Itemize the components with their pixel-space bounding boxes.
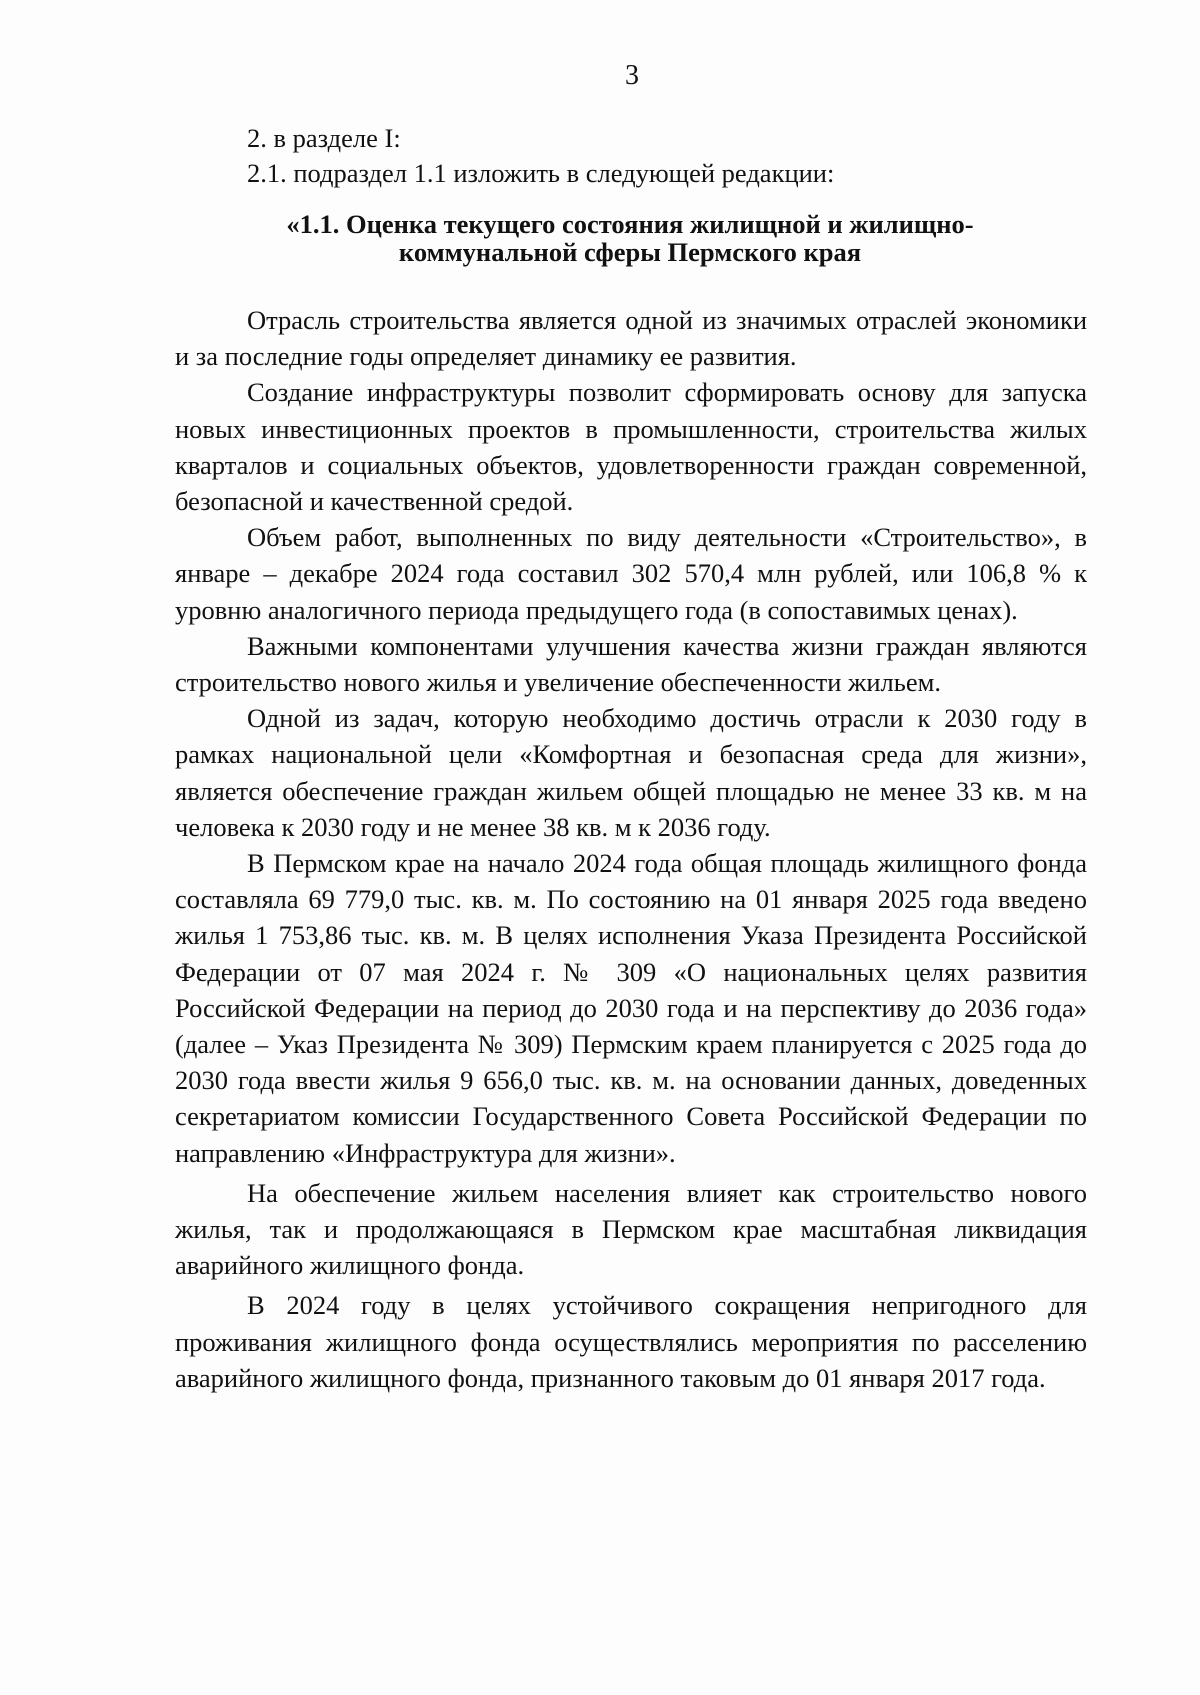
paragraph-infrastructure: Создание инфраструктуры позволит сформировать основу для запуска новых инвестиционных проектов в промышленности, строительства жилых кварталов и социальных объектов, удовлетворенности граждан современной, безопасной и качественной средой.: [175, 377, 1087, 517]
paragraph-construction-volume: Объем работ, выполненных по виду деятельности «Строительство», в январе – декабре 2024 года составил 302 570,4 млн рублей, или 106,8 % к уровню аналогичного периода предыдущего года (в сопоставимых ценах).: [175, 522, 1087, 625]
amendment-intro: [247, 121, 834, 191]
document-body: [175, 302, 1087, 1396]
section-heading: [175, 210, 1085, 266]
paragraph-quality-of-life: Важными компонентами улучшения качества жизни граждан являются строительство нового жилья и увеличение обеспеченности жильем.: [175, 630, 1087, 698]
paragraph-emergency-housing: На обеспечение жильем населения влияет как строительство нового жилья, так и продолжающаяся в Пермском крае масштабная ликвидация аварийного жилищного фонда.: [175, 1177, 1087, 1281]
page-number: 3: [625, 60, 639, 91]
paragraph-housing-stock: В Пермском крае на начало 2024 года общая площадь жилищного фонда составляла 69 779,0 тыс. кв. м. По состоянию на 01 января 2025 года введено жилья 1 753,86 тыс. кв. м. В целях исполнения Указа Президента Российской Федерации от 07 мая 2024 г. № 309 «О национальных целях развития Российской Федерации на период до 2030 года и на перспективу до 2036 года» (далее – Указ Президента № 309) Пермским краем планируется с 2025 года до 2030 года ввести жилья 9 656,0 тыс. кв. м. на основании данных, доведенных секретариатом комиссии Государственного Совета Российской Федерации по направлению «Инфраструктура для жизни».: [175, 848, 1087, 1168]
section-heading-line-2: коммунальной сферы Пермского края: [398, 237, 862, 267]
paragraph-national-goal: Одной из задач, которую необходимо достичь отрасли к 2030 году в рамках национальной цели «Комфортная и безопасная среда для жизни», является обеспечение граждан жильем общей площадью не менее 33 кв. м на человека к 2030 году и не менее 38 кв. м к 2036 году.: [175, 703, 1087, 842]
section-heading-line-1: «1.1. Оценка текущего состояния жилищной и жилищно-: [286, 209, 974, 239]
intro-line-subsection: 2.1. подраздел 1.1 изложить в следующей редакции:: [247, 158, 835, 188]
paragraph-industry: Отрасль строительства является одной из значимых отраслей экономики и за последние годы определяет динамику ее развития.: [175, 305, 1087, 372]
paragraph-resettlement-2024: В 2024 году в целях устойчивого сокращения непригодного для проживания жилищного фонда осуществлялись мероприятия по расселению аварийного жилищного фонда, признанного таковым до 01 января 2017 года.: [175, 1290, 1087, 1393]
intro-line-section: 2. в разделе I:: [247, 123, 401, 153]
